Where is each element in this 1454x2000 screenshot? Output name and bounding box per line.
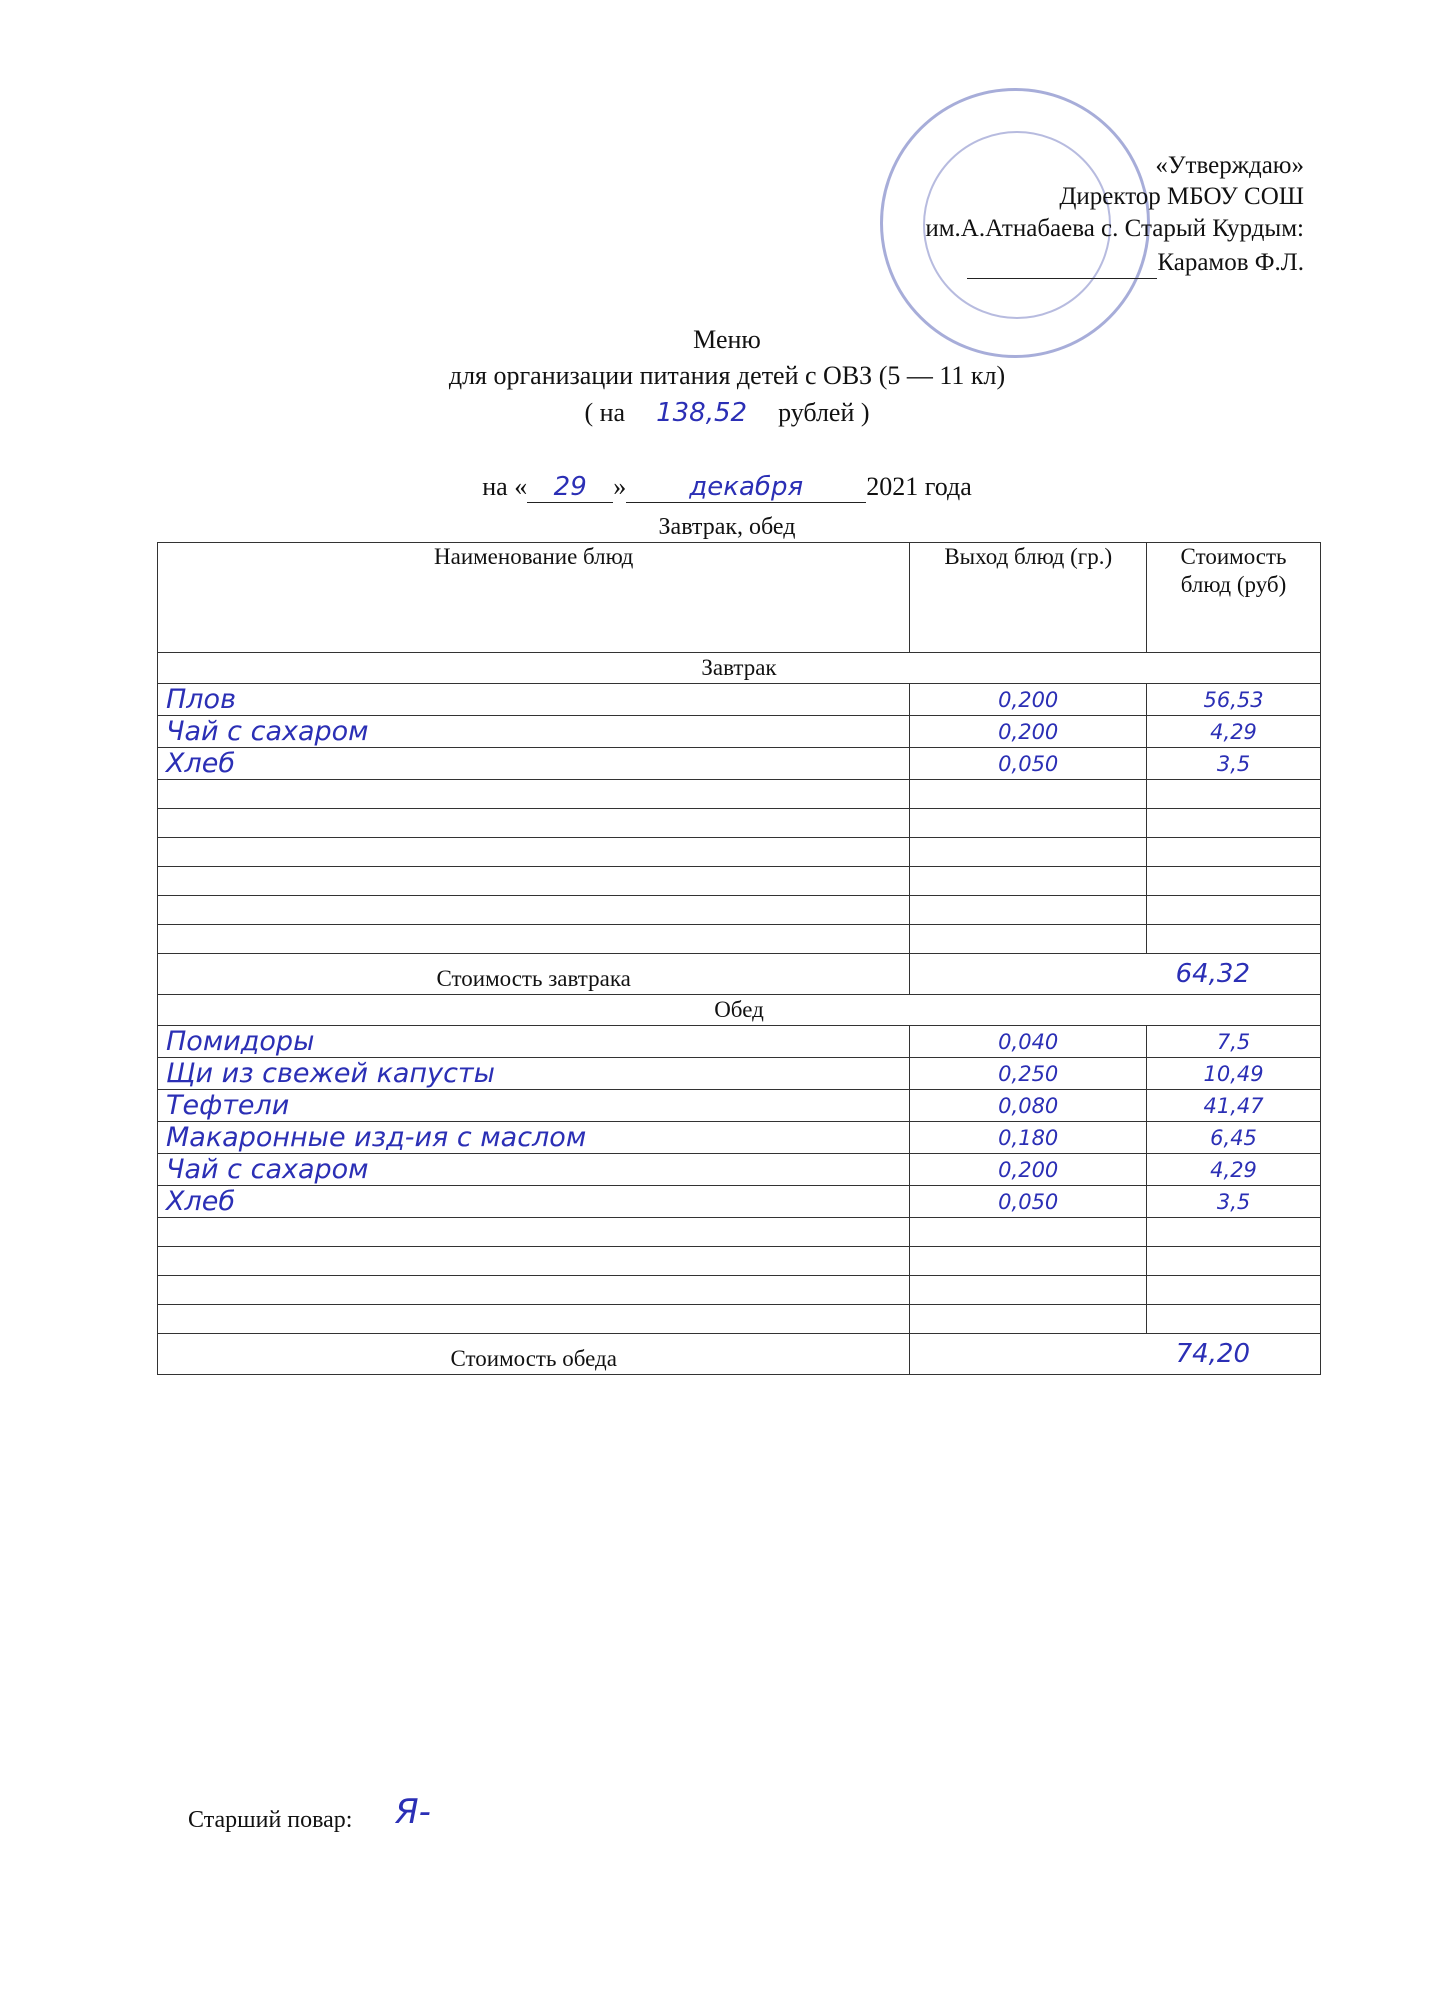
page-subtitle: для организации питания детей с ОВЗ (5 — 11 кл) [448,361,1006,390]
approval-line-3: им.А.Атнабаева с. Старый Курдым: [925,215,1304,242]
dish-weight-cell [910,1305,1147,1334]
dish-cost-cell [1147,1276,1321,1305]
dish-weight-cell [910,1247,1147,1276]
breakfast-rows [158,684,1321,954]
table-row [158,867,1321,896]
dish-weight-cell: 0,050 [910,1186,1147,1218]
header-cost: Стоимость блюд (руб) [1147,543,1321,653]
dish-cost-cell [1147,1247,1321,1276]
dish-weight-cell: 0,080 [910,1090,1147,1122]
breakfast-section-row [158,653,1321,684]
dish-name-cell: Хлеб [158,1186,910,1218]
budget-line [0,398,1454,428]
lunch-total-row [158,1334,1321,1375]
director-name: Карамов Ф.Л. [1157,249,1304,276]
date-line [0,472,1454,503]
table-row [158,780,1321,809]
dish-name-cell: Помидоры [158,1026,910,1058]
dish-cost-cell: 3,5 [1147,748,1321,780]
dish-weight-cell: 0,200 [910,716,1147,748]
table-header-row [158,543,1321,653]
dish-name-cell: Чай с сахаром [158,1154,910,1186]
table-row [158,809,1321,838]
dish-weight-cell: 0,200 [910,684,1147,716]
breakfast-total-value: 64,32 [910,954,1321,995]
table-row [158,1026,1321,1058]
dish-name-cell: Плов [158,684,910,716]
dish-weight-cell: 0,050 [910,748,1147,780]
dish-name-cell: Тефтели [158,1090,910,1122]
dish-name-cell [158,1276,910,1305]
lunch-section-label: Обед [158,995,1321,1026]
budget-amount: 138,52 [656,398,748,428]
header-name: Наименование блюд [158,543,910,653]
dish-name-cell [158,867,910,896]
dish-cost-cell: 6,45 [1147,1122,1321,1154]
dish-name-cell [158,780,910,809]
dish-weight-cell: 0,040 [910,1026,1147,1058]
dish-cost-cell [1147,838,1321,867]
dish-name-cell [158,809,910,838]
dish-cost-cell: 4,29 [1147,716,1321,748]
dish-weight-cell [910,896,1147,925]
table-row [158,1058,1321,1090]
dish-weight-cell: 0,200 [910,1154,1147,1186]
dish-cost-cell: 4,29 [1147,1154,1321,1186]
approval-line-1: «Утверждаю» [1155,152,1304,179]
dish-cost-cell [1147,1218,1321,1247]
dish-name-cell [158,896,910,925]
dish-cost-cell [1147,925,1321,954]
dish-weight-cell [910,925,1147,954]
dish-name-cell: Щи из свежей капусты [158,1058,910,1090]
table-row [158,716,1321,748]
dish-name-cell: Хлеб [158,748,910,780]
dish-weight-cell: 0,250 [910,1058,1147,1090]
table-row [158,1247,1321,1276]
approval-line-2: Директор МБОУ СОШ [1059,183,1304,210]
table-row [158,896,1321,925]
dish-cost-cell [1147,896,1321,925]
dish-weight-cell [910,867,1147,896]
dish-name-cell [158,1247,910,1276]
lunch-rows [158,1026,1321,1334]
dish-name-cell [158,925,910,954]
table-row [158,925,1321,954]
lunch-total-label: Стоимость обеда [158,1334,910,1375]
budget-prefix: ( на [584,398,626,427]
dish-name-cell [158,1305,910,1334]
date-day: 29 [527,472,613,503]
breakfast-section-label: Завтрак [158,653,1321,684]
table-row [158,1154,1321,1186]
dish-cost-cell [1147,780,1321,809]
dish-cost-cell [1147,809,1321,838]
lunch-section-row [158,995,1321,1026]
table-row [158,684,1321,716]
dish-weight-cell [910,809,1147,838]
dish-weight-cell [910,780,1147,809]
dish-cost-cell: 41,47 [1147,1090,1321,1122]
table-row [158,1186,1321,1218]
breakfast-total-row [158,954,1321,995]
dish-name-cell: Чай с сахаром [158,716,910,748]
date-prefix: на « [482,472,528,501]
dish-cost-cell: 56,53 [1147,684,1321,716]
cook-label: Старший повар: [188,1807,353,1833]
meal-subtitle: Завтрак, обед [658,514,796,540]
director-signature-blank [967,247,1157,279]
dish-weight-cell [910,1218,1147,1247]
cook-signature: Я- [395,1792,431,1832]
dish-cost-cell: 3,5 [1147,1186,1321,1218]
dish-weight-cell [910,838,1147,867]
dish-weight-cell: 0,180 [910,1122,1147,1154]
date-mid: » [613,472,627,501]
approval-line-4 [967,247,1304,279]
date-month: декабря [626,472,866,503]
table-row [158,838,1321,867]
dish-cost-cell: 7,5 [1147,1026,1321,1058]
date-year: 2021 года [866,472,972,501]
table-row [158,748,1321,780]
lunch-total-value: 74,20 [910,1334,1321,1375]
table-row [158,1276,1321,1305]
breakfast-total-label: Стоимость завтрака [158,954,910,995]
table-row [158,1122,1321,1154]
menu-table [157,542,1321,1375]
dish-cost-cell [1147,867,1321,896]
header-weight: Выход блюд (гр.) [910,543,1147,653]
dish-weight-cell [910,1276,1147,1305]
dish-name-cell [158,838,910,867]
table-row [158,1218,1321,1247]
dish-cost-cell [1147,1305,1321,1334]
dish-name-cell [158,1218,910,1247]
dish-cost-cell: 10,49 [1147,1058,1321,1090]
budget-suffix: рублей ) [778,398,870,427]
table-row [158,1305,1321,1334]
table-row [158,1090,1321,1122]
dish-name-cell: Макаронные изд-ия с маслом [158,1122,910,1154]
page-title: Меню [693,325,761,354]
